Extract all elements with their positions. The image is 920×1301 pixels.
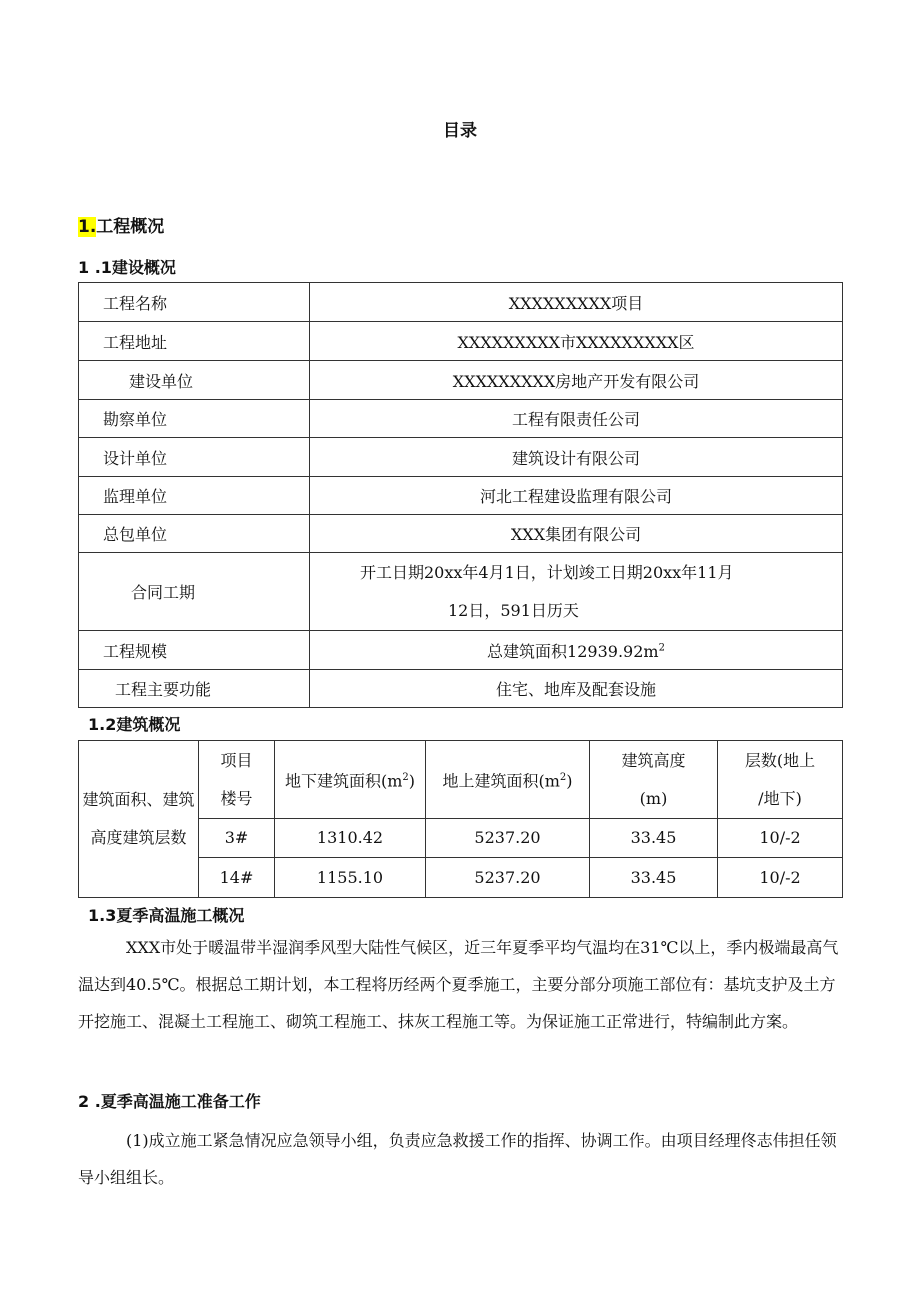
row-header: 建筑面积、建筑高度建筑层数	[79, 741, 199, 898]
col-header-item	[199, 741, 275, 819]
row-value: XXX集团有限公司	[310, 515, 843, 553]
building-info-table	[78, 740, 843, 898]
table-row	[79, 477, 843, 515]
section-1-1-heading: 1 .1建设概况	[78, 258, 176, 277]
cell-height: 33.45	[590, 819, 718, 858]
row-label: 合同工期	[79, 553, 310, 631]
row-value: 建筑设计有限公司	[310, 438, 843, 477]
row-value: XXXXXXXXX房地产开发有限公司	[310, 361, 843, 400]
table-row	[79, 631, 843, 670]
col-header-under	[275, 741, 426, 819]
contract-period-line-2: 12日，591日历天	[448, 600, 579, 620]
col-header-floors-l1: 层数(地上	[744, 750, 816, 770]
col-header-item-l2: 楼号	[220, 788, 253, 808]
col-header-under-text: 地下建筑面积(m	[284, 771, 403, 791]
col-header-above-sup: 2	[559, 771, 567, 783]
scale-unit-sup: 2	[658, 642, 665, 654]
row-value: 工程有限责任公司	[310, 400, 843, 438]
cell-building: 14#	[199, 858, 275, 898]
table-row	[79, 322, 843, 361]
table-row	[79, 361, 843, 400]
table-row	[79, 400, 843, 438]
project-info-table	[78, 282, 843, 708]
paragraph-text: (1)成立施工紧急情况应急领导小组，负责应急救援工作的指挥、协调工作。由项目经理佟志伟担任领导小组组长。	[78, 1131, 837, 1187]
section-1-3-heading: 1.3夏季高温施工概况	[88, 906, 245, 925]
col-header-height	[590, 741, 718, 819]
col-header-above-close: )	[566, 771, 573, 791]
col-header-above	[426, 741, 590, 819]
cell-above: 5237.20	[426, 819, 590, 858]
col-header-floors-l2: /地下)	[758, 788, 802, 808]
row-label: 工程名称	[79, 283, 310, 322]
section-1-3-paragraph	[78, 929, 843, 1040]
section-1-heading	[78, 212, 164, 237]
section-2-paragraph	[78, 1122, 843, 1196]
table-row	[79, 670, 843, 708]
section-1-2-heading: 1.2建筑概况	[88, 715, 181, 734]
table-row	[79, 283, 843, 322]
section-2-heading: 2 .夏季高温施工准备工作	[78, 1092, 261, 1111]
row-label: 监理单位	[79, 477, 310, 515]
col-header-item-l1: 项目	[220, 750, 253, 770]
row-value	[310, 631, 843, 670]
table-row	[79, 515, 843, 553]
col-header-above-text: 地上建筑面积(m	[442, 771, 560, 791]
col-header-floors	[718, 741, 843, 819]
row-label: 工程地址	[79, 322, 310, 361]
row-label: 工程主要功能	[79, 670, 310, 708]
col-header-height-l1: 建筑高度	[621, 750, 686, 770]
section-1-title: 工程概况	[96, 217, 165, 237]
row-label: 设计单位	[79, 438, 310, 477]
row-value: XXXXXXXXX市XXXXXXXXX区	[310, 322, 843, 361]
scale-value: 总建筑面积12939.92m	[487, 641, 659, 661]
cell-height: 33.45	[590, 858, 718, 898]
table-row	[79, 438, 843, 477]
col-header-height-l2: (m)	[639, 788, 668, 808]
row-value	[310, 553, 843, 631]
table-row	[79, 741, 843, 819]
cell-under: 1310.42	[275, 819, 426, 858]
col-header-under-sup: 2	[402, 771, 409, 783]
cell-under: 1155.10	[275, 858, 426, 898]
cell-above: 5237.20	[426, 858, 590, 898]
row-value: XXXXXXXXX项目	[310, 283, 843, 322]
row-label: 总包单位	[79, 515, 310, 553]
section-1-number: 1.	[78, 217, 97, 237]
row-value: 河北工程建设监理有限公司	[310, 477, 843, 515]
cell-floors: 10/-2	[718, 858, 843, 898]
row-label: 勘察单位	[79, 400, 310, 438]
toc-title: 目录	[443, 121, 477, 141]
cell-building: 3#	[199, 819, 275, 858]
row-value: 住宅、地库及配套设施	[310, 670, 843, 708]
contract-period-line-1: 开工日期20xx年4月1日，计划竣工日期20xx年11月	[360, 562, 734, 582]
table-row	[79, 553, 843, 631]
row-label: 建设单位	[79, 361, 310, 400]
row-label: 工程规模	[79, 631, 310, 670]
col-header-under-close: )	[408, 771, 416, 791]
paragraph-text: XXX市处于暖温带半湿润季风型大陆性气候区，近三年夏季平均气温均在31℃以上，季内极端最高气温达到40.5℃。根据总工期计划，本工程将历经两个夏季施工，主要分部分项施工部位有：基坑支护及土方开挖施工、混凝土工程施工、砌筑工程施工、抹灰工程施工等。为保证施工正常进行，特编制此方案。	[78, 938, 839, 1031]
cell-floors: 10/-2	[718, 819, 843, 858]
